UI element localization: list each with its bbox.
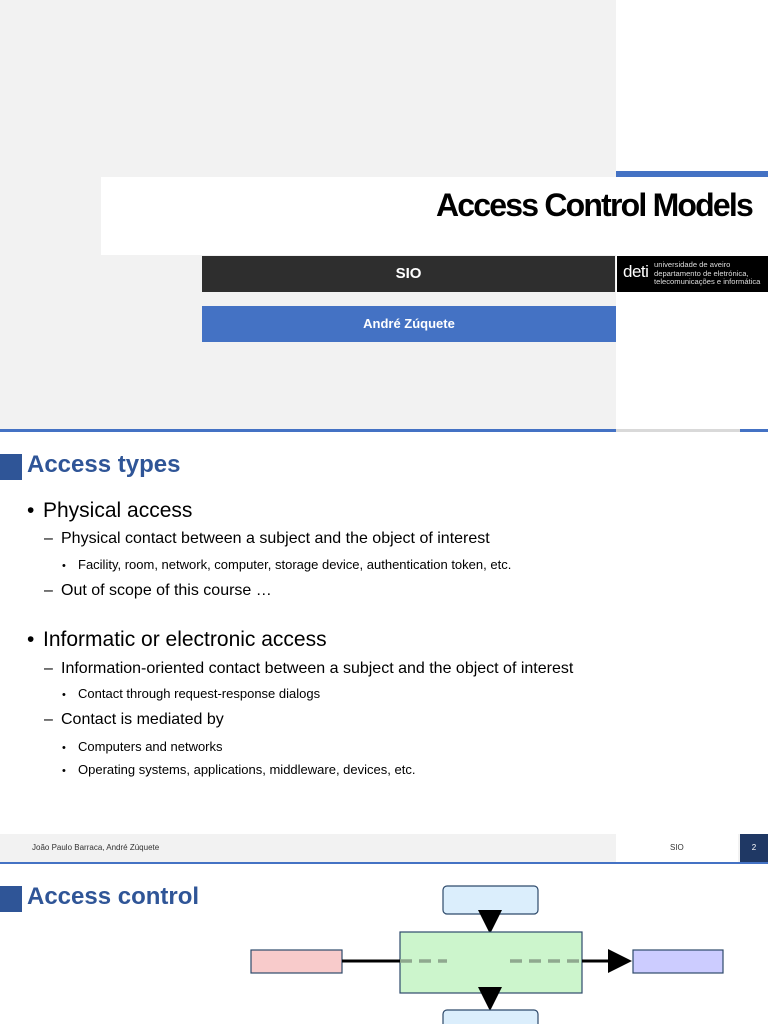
bullet-level1: • Informatic or electronic access	[27, 628, 327, 651]
bullet-level2: – Contact is mediated by	[44, 711, 224, 728]
slide-heading: Access control	[27, 883, 200, 910]
course-bar: SIO	[202, 256, 615, 292]
bullet-level2: – Information-oriented contact between a subject and the object of interest	[44, 660, 574, 677]
deti-logo-word: deti	[623, 262, 649, 281]
footer-course: SIO	[670, 843, 684, 852]
access-control-diagram	[0, 864, 768, 1024]
heading-marker	[0, 454, 22, 480]
slide-footer	[0, 834, 768, 862]
diagram-bottom-box	[443, 1010, 538, 1024]
bullet-level3: • Operating systems, applications, middleware, devices, etc.	[62, 762, 416, 777]
bullet-level3: • Computers and networks	[62, 739, 223, 754]
bullet-level3: • Facility, room, network, computer, storage device, authentication token, etc.	[62, 557, 512, 572]
bullet-level2: – Out of scope of this course …	[44, 582, 272, 599]
diagram-top-box	[443, 886, 538, 914]
bullet-level2: – Physical contact between a subject and the object of interest	[44, 530, 490, 547]
deti-logo-subtitle	[654, 261, 760, 287]
slide-heading: Access types	[27, 451, 181, 478]
access-control-slide	[0, 864, 768, 1024]
author-bar: André Zúquete	[202, 306, 616, 342]
footer-authors: João Paulo Barraca, André Zúquete	[32, 843, 160, 852]
bullet-level1: • Physical access	[27, 499, 193, 522]
bullet-level3: • Contact through request-response dialogs	[62, 686, 321, 701]
deti-logo	[617, 256, 768, 292]
slide-title: Access Control Models	[435, 187, 752, 223]
page-number: 2	[740, 834, 768, 862]
deti-logo-line1: universidade de aveiro	[654, 260, 731, 269]
title-slide	[0, 0, 768, 432]
diagram-right-box	[633, 950, 723, 973]
deti-logo-line3: telecomunicações e informática	[654, 277, 761, 287]
access-types-slide	[0, 432, 768, 864]
deti-logo-line2: departamento de eletrónica,	[654, 268, 749, 278]
diagram-left-box	[251, 950, 342, 973]
title-bar	[101, 177, 768, 255]
